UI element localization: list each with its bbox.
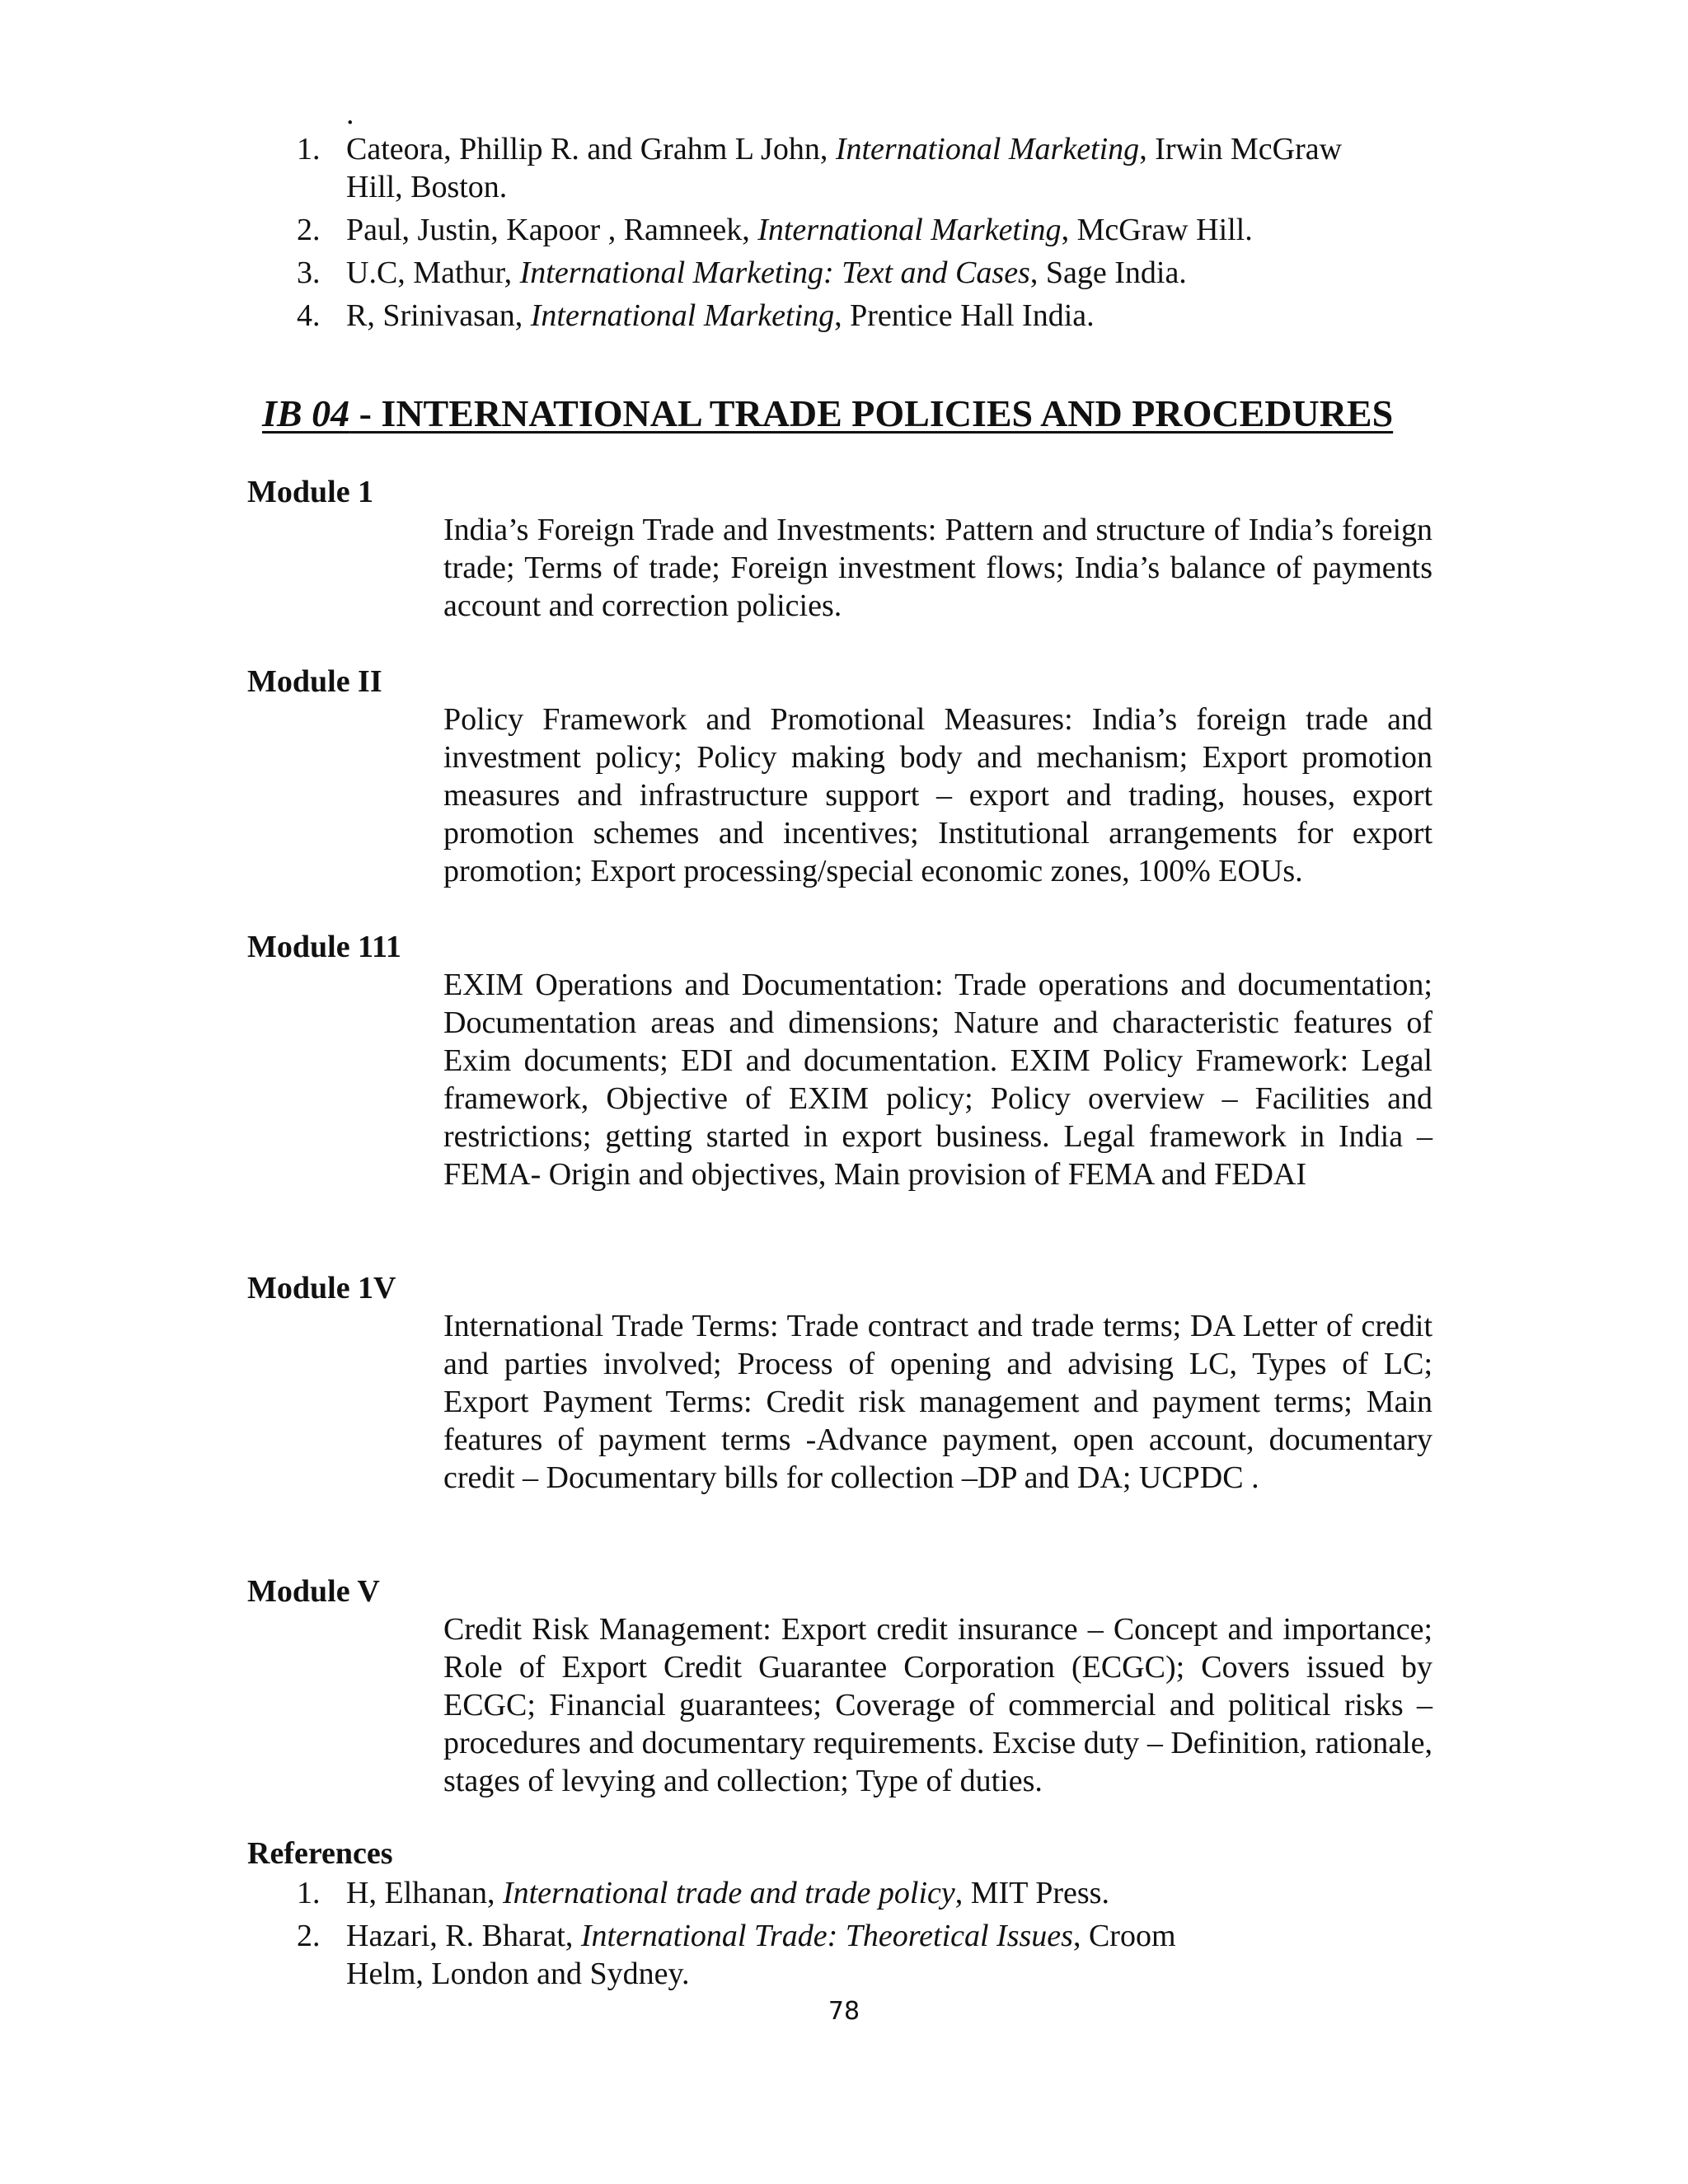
references-heading: References — [247, 1836, 393, 1871]
list-number: 1. — [297, 1876, 321, 1910]
list-item — [297, 211, 1368, 249]
module-text-4: International Trade Terms: Trade contract and trade terms; DA Letter of credit and parties involved; Process of opening and advising LC, Types of LC; Export Payment Terms: Credit risk management and payment terms; Main features of payment terms -Advance payment, open account, documentary credit – Documentary bills for collection –DP and DA; UCPDC . — [443, 1309, 1432, 1495]
reference-title: International Marketing — [835, 132, 1140, 166]
reference-title: International Marketing: Text and Cases — [519, 255, 1030, 290]
reference-publisher: , McGraw Hill. — [1061, 213, 1253, 247]
references-list — [297, 1874, 1245, 1998]
reference-authors: R, Srinivasan, — [346, 298, 531, 333]
list-item — [297, 254, 1368, 292]
reference-title: International trade and trade policy — [502, 1876, 955, 1910]
reference-publisher: , Irwin McGraw Hill, Boston. — [346, 132, 1343, 204]
list-number: 1. — [297, 132, 321, 166]
module-label-4: Module 1V — [247, 1271, 396, 1305]
list-item — [297, 130, 1368, 206]
course-code: IB 04 — [262, 392, 350, 434]
course-title — [262, 391, 1393, 437]
list-number: 3. — [297, 255, 321, 290]
reference-publisher: , Prentice Hall India. — [834, 298, 1095, 333]
list-item — [297, 297, 1368, 335]
reference-authors: Hazari, R. Bharat, — [346, 1919, 581, 1953]
module-label-3: Module 111 — [247, 930, 401, 964]
stray-dot: . — [346, 96, 354, 131]
reference-authors: H, Elhanan, — [346, 1876, 503, 1910]
list-item — [297, 1874, 1245, 1912]
reference-title: International Marketing — [757, 213, 1062, 247]
module-text-5: Credit Risk Management: Export credit insurance – Concept and importance; Role of Export Credit Guarantee Corporation (ECGC); Covers issued by ECGC; Financial guarantees; Coverage of commercial and political risks – procedures and documentary requirements. Excise duty – Definition, rationale, stages of levying and collection; Type of duties. — [443, 1612, 1432, 1798]
reference-title: International Marketing — [530, 298, 835, 333]
module-text-2: Policy Framework and Promotional Measures: India’s foreign trade and investment policy; Policy making body and mechanism; Export promotion measures and infrastructure support – export and trading, houses, export promotion schemes and incentives; Institutional arrangements for export promotion; Export processing/special economic zones, 100% EOUs. — [443, 702, 1432, 888]
reference-publisher: , Sage India. — [1029, 255, 1187, 290]
reference-authors: Cateora, Phillip R. and Grahm L John, — [346, 132, 836, 166]
page-number: 78 — [828, 1997, 860, 2026]
module-label-5: Module V — [247, 1574, 380, 1609]
module-text-3: EXIM Operations and Documentation: Trade operations and documentation; Documentation areas and dimensions; Nature and characteristic features of Exim documents; EDI and documentation. EXIM Policy Framework: Legal framework, Objective of EXIM policy; Policy overview – Facilities and restrictions; getting started in export business. Legal framework in India – FEMA- Origin and objectives, Main provision of FEMA and FEDAI — [443, 968, 1432, 1192]
previous-references-list — [297, 130, 1368, 340]
reference-publisher: , MIT Press. — [954, 1876, 1109, 1910]
reference-publisher: , Croom Helm, London and Sydney. — [346, 1919, 1176, 1991]
module-label-1: Module 1 — [247, 475, 374, 509]
list-number: 4. — [297, 298, 321, 333]
reference-title: International Trade: Theoretical Issues — [580, 1919, 1073, 1953]
reference-authors: Paul, Justin, Kapoor , Ramneek, — [346, 213, 758, 247]
list-number: 2. — [297, 1919, 321, 1953]
course-name: - INTERNATIONAL TRADE POLICIES AND PROCEDURES — [349, 392, 1394, 434]
list-item — [297, 1917, 1245, 1993]
module-label-2: Module II — [247, 664, 382, 699]
list-number: 2. — [297, 213, 321, 247]
module-text-1: India’s Foreign Trade and Investments: Pattern and structure of India’s foreign trade; Terms of trade; Foreign investment flows; India’s balance of payments account and correction policies. — [443, 513, 1432, 623]
reference-authors: U.C, Mathur, — [346, 255, 520, 290]
